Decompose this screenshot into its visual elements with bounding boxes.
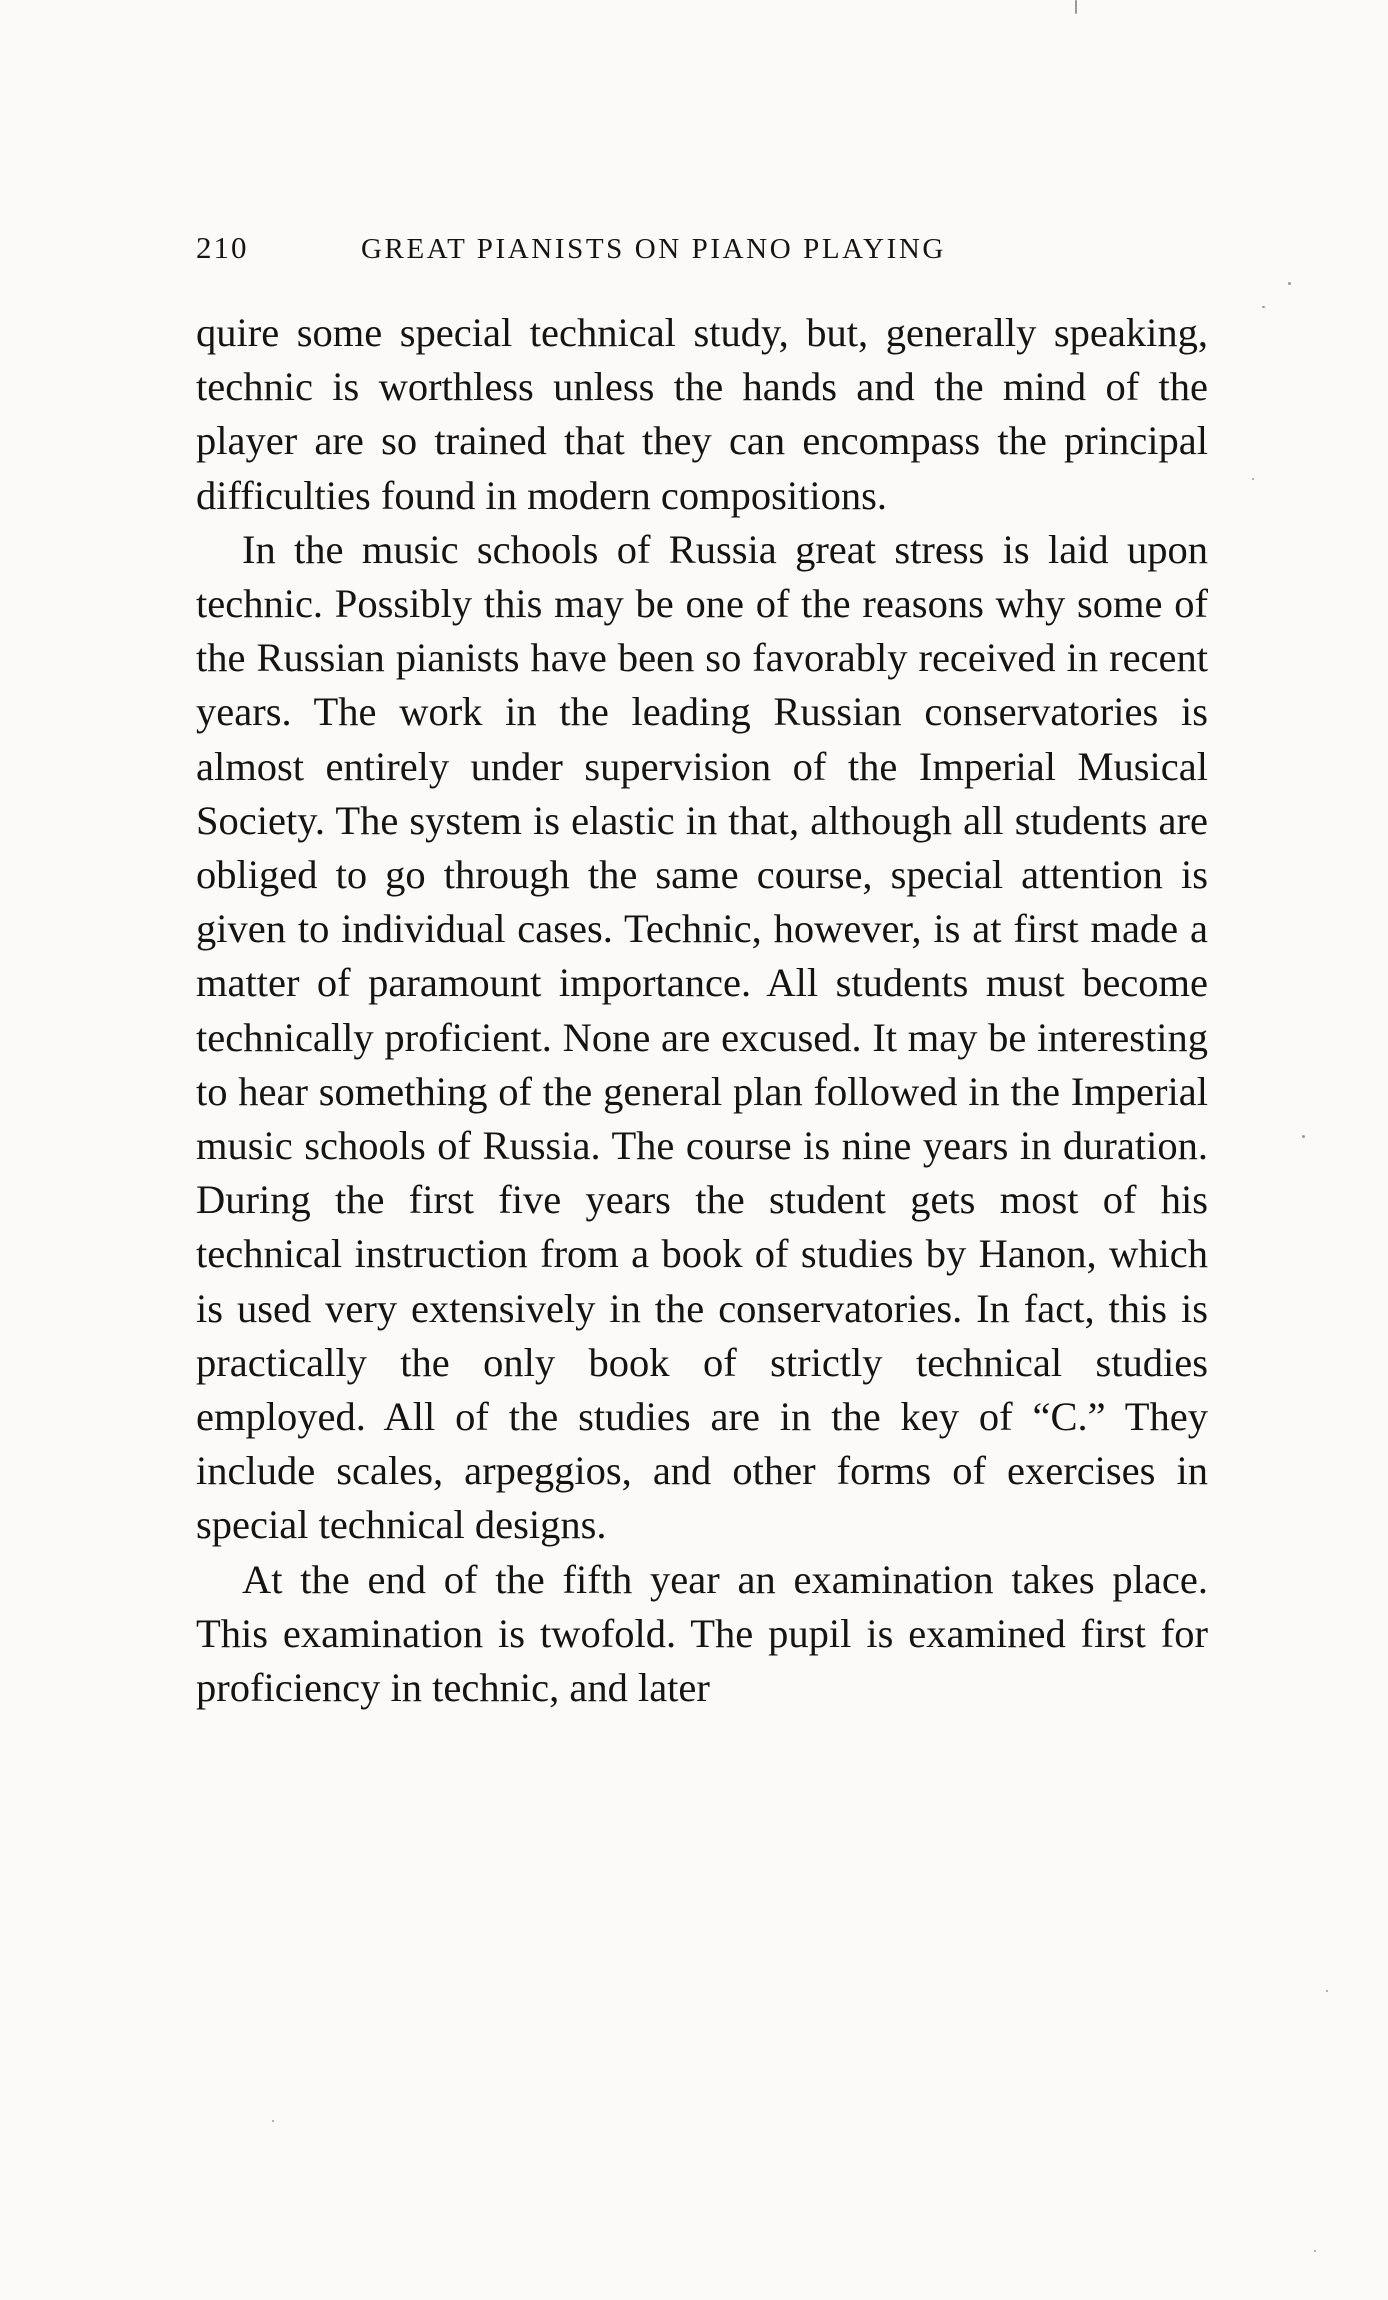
paper-speck: [1302, 1135, 1305, 1138]
paragraph-russian-schools: In the music schools of Russia great stress is laid upon technic. Possibly this may be one of the reasons why some of the Russian pianists have been so favorably received in recent years. The work in the leading Russian conservatories is almost entirely under supervision of the Imperial Musical Society. The system is elastic in that, although all students are obliged to go through the same course, special attention is given to individual cases. Technic, however, is at first made a matter of paramount importance. All students must become technically proficient. None are excused. It may be interesting to hear something of the general plan followed in the Imperial music schools of Russia. The course is nine years in duration. During the first five years the student gets most of his technical instruction from a book of studies by Hanon, which is used very extensively in the conservatories. In fact, this is practically the only book of strictly technical studies employed. All of the studies are in the key of “C.” They include scales, arpeggios, and other forms of exercises in special technical designs.: [196, 526, 1208, 1548]
running-title: GREAT PIANISTS ON PIANO PLAYING: [361, 233, 946, 265]
page-number: 210: [196, 230, 249, 265]
paragraph-continued: quire some special technical study, but, generally speaking, technic is worthless unless the hands and the mind of the player are so trained that they can encompass the principal difficulties found in modern compositions.: [196, 310, 1208, 518]
paper-speck: [1326, 1990, 1328, 1992]
page-header: [196, 230, 1216, 270]
paragraph-examination: At the end of the fifth year an examination takes place. This examination is twofold. The pupil is examined first for proficiency in technic, and later: [196, 1556, 1208, 1711]
body-text: [196, 306, 1208, 1715]
paper-speck: [1262, 306, 1265, 308]
paper-speck: [1288, 282, 1291, 285]
paper-speck: [272, 2120, 274, 2122]
paper-speck: [1075, 0, 1077, 14]
paper-speck: [1314, 2250, 1316, 2252]
paper-speck: [1252, 478, 1254, 480]
